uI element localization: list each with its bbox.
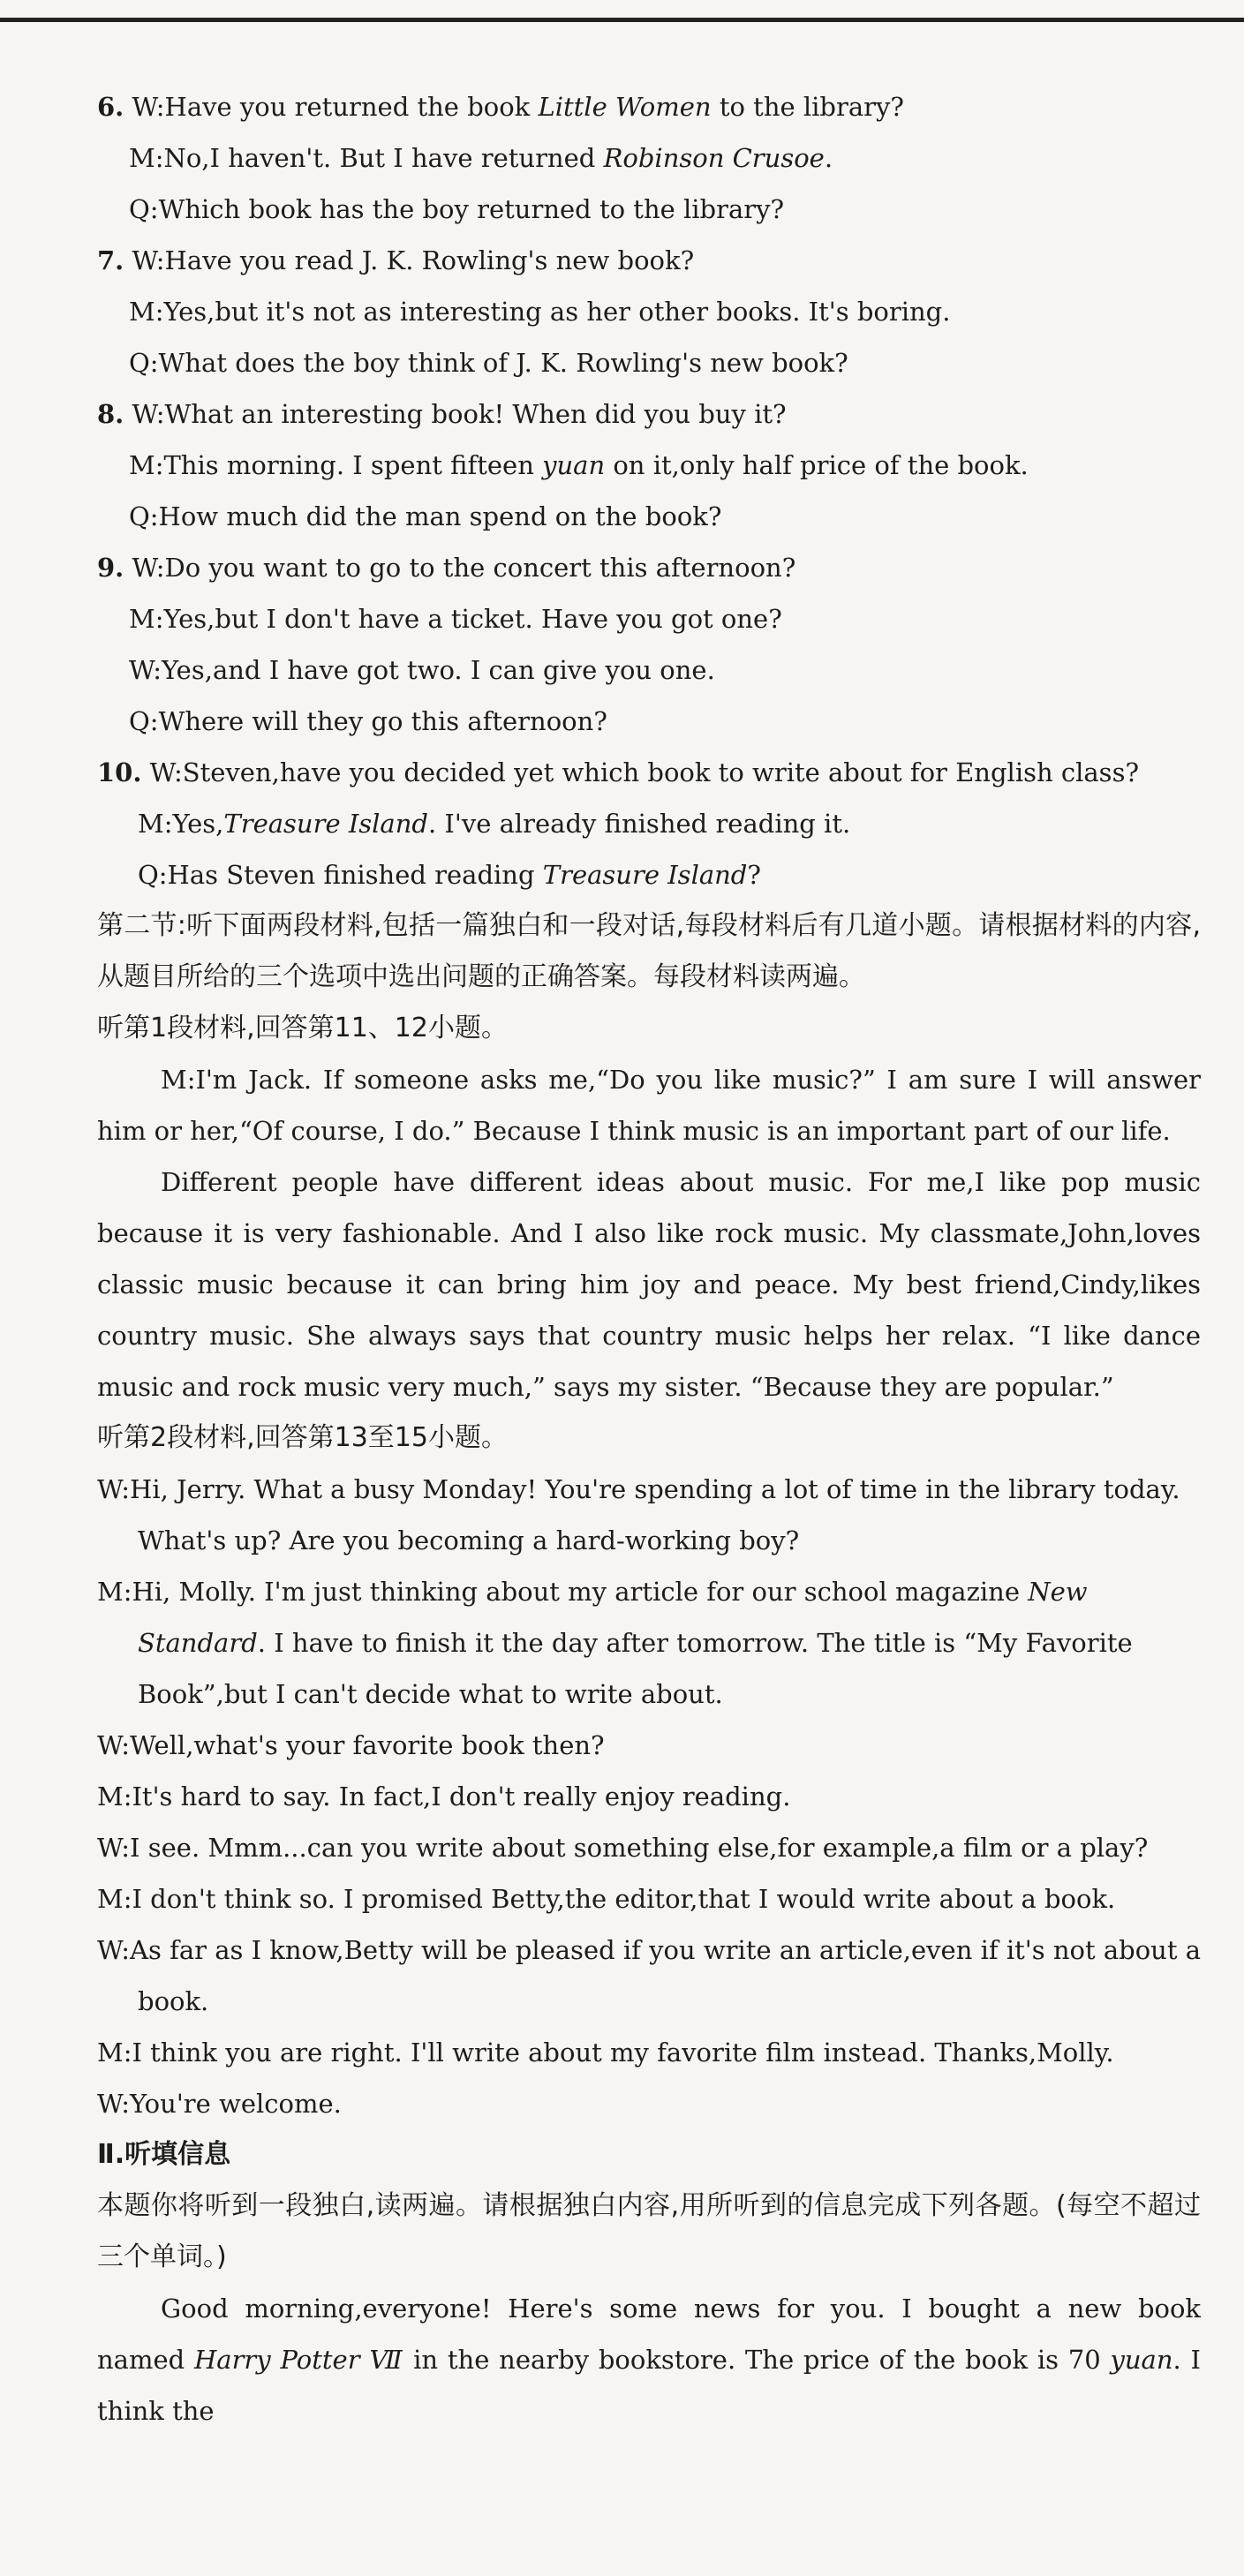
monologue-paragraph-1: M:I'm Jack. If someone asks me,“Do you like music?” I am sure I will answer him or her,“Of course, I do.” Because I think music is an important part of our life. <box>97 1065 1201 1146</box>
q7-q-line: Q:What does the boy think of J. K. Rowling's new book? <box>129 348 848 378</box>
dialogue-line: M:It's hard to say. In fact,I don't really enjoy reading. <box>97 1781 791 1811</box>
q8-q-line: Q:How much did the man spend on the book? <box>129 501 722 531</box>
q10-q-line: Q:Has Steven finished reading Treasure Island? <box>138 860 761 890</box>
part2-heading: 听第2段材料,回答第13至15小题。 <box>97 1422 508 1453</box>
q8-number: 8. <box>97 399 124 429</box>
section3-paragraph: Good morning,everyone! Here's some news for you. I bought a new book named Harry Potter Ⅶ in the nearby bookstore. The price of the book is 70 yuan. I think the <box>97 2294 1201 2426</box>
book-title: Treasure Island <box>223 809 428 839</box>
dialogue-line: W:Hi, Jerry. What a busy Monday! You're spending a lot of time in the library today. What's up? Are you becoming a hard-working boy? <box>97 1474 1180 1555</box>
dialogue-line: W:As far as I know,Betty will be pleased if you write an article,even if it's not about a book. <box>97 1935 1202 2016</box>
q8-w-line: 8. W:What an interesting book! When did you buy it? <box>97 399 787 429</box>
section3-heading: Ⅱ.听填信息 <box>97 2139 231 2170</box>
q9-q-line: Q:Where will they go this afternoon? <box>129 706 607 736</box>
q9-number: 9. <box>97 553 124 583</box>
q6-q-line: Q:Which book has the boy returned to the library? <box>129 194 785 224</box>
q6-w-line: 6. W:Have you returned the book Little Women to the library? <box>97 92 904 122</box>
part1-heading: 听第1段材料,回答第11、12小题。 <box>97 1013 508 1043</box>
q9-w2-line: W:Yes,and I have got two. I can give you one. <box>129 655 715 685</box>
dialogue-line: M:I think you are right. I'll write about my favorite film instead. Thanks,Molly. <box>97 2037 1114 2068</box>
q7-m-line: M:Yes,but it's not as interesting as her other books. It's boring. <box>129 297 951 327</box>
q10-number: 10. <box>97 757 142 787</box>
q9-w-line: 9. W:Do you want to go to the concert this afternoon? <box>97 553 796 583</box>
book-title: Treasure Island <box>542 860 748 890</box>
dialogue-line: W:You're welcome. <box>97 2089 342 2119</box>
dialogue-line: W:I see. Mmm...can you write about something else,for example,a film or a play? <box>97 1833 1149 1863</box>
q7-w-line: 7. W:Have you read J. K. Rowling's new book? <box>97 245 695 275</box>
book-title: Robinson Crusoe <box>603 143 825 173</box>
section3-intro: 本题你将听到一段独白,读两遍。请根据独白内容,用所听到的信息完成下列各题。(每空不超过三个单词。) <box>97 2190 1201 2272</box>
top-rule <box>0 18 1244 22</box>
q10-m-line: M:Yes,Treasure Island. I've already finished reading it. <box>138 809 851 839</box>
dialogue-line: W:Well,what's your favorite book then? <box>97 1730 605 1760</box>
q7-number: 7. <box>97 245 124 275</box>
book-title: Little Women <box>538 92 712 122</box>
page-content <box>97 81 1201 2437</box>
dialogue-line: M:I don't think so. I promised Betty,the editor,that I would write about a book. <box>97 1884 1116 1914</box>
section2-intro: 第二节:听下面两段材料,包括一篇独白和一段对话,每段材料后有几道小题。请根据材料的内容,从题目所给的三个选项中选出问题的正确答案。每段材料读两遍。 <box>97 910 1201 992</box>
q8-m-line: M:This morning. I spent fifteen yuan on it,only half price of the book. <box>129 450 1029 480</box>
q10-w-line: 10. W:Steven,have you decided yet which book to write about for English class? <box>97 757 1139 787</box>
book-title: Harry Potter Ⅶ <box>193 2345 404 2375</box>
magazine-title: New Standard <box>138 1577 1088 1658</box>
dialogue-line: M:Hi, Molly. I'm just thinking about my article for our school magazine New Standard. I have to finish it the day after tomorrow. The title is “My Favorite Book”,but I can't decide what to write about. <box>97 1577 1133 1709</box>
q6-number: 6. <box>97 92 124 122</box>
q9-m-line: M:Yes,but I don't have a ticket. Have you got one? <box>129 604 782 634</box>
monologue-paragraph-2: Different people have different ideas about music. For me,I like pop music because it is very fashionable. And I also like rock music. My classmate,John,loves classic music because it can bring him joy and peace. My best friend,Cindy,likes country music. She always says that country music helps her relax. “I like dance music and rock music very much,” says my sister. “Because they are popular.” <box>97 1167 1201 1402</box>
q6-m-line: M:No,I haven't. But I have returned Robinson Crusoe. <box>129 143 833 173</box>
